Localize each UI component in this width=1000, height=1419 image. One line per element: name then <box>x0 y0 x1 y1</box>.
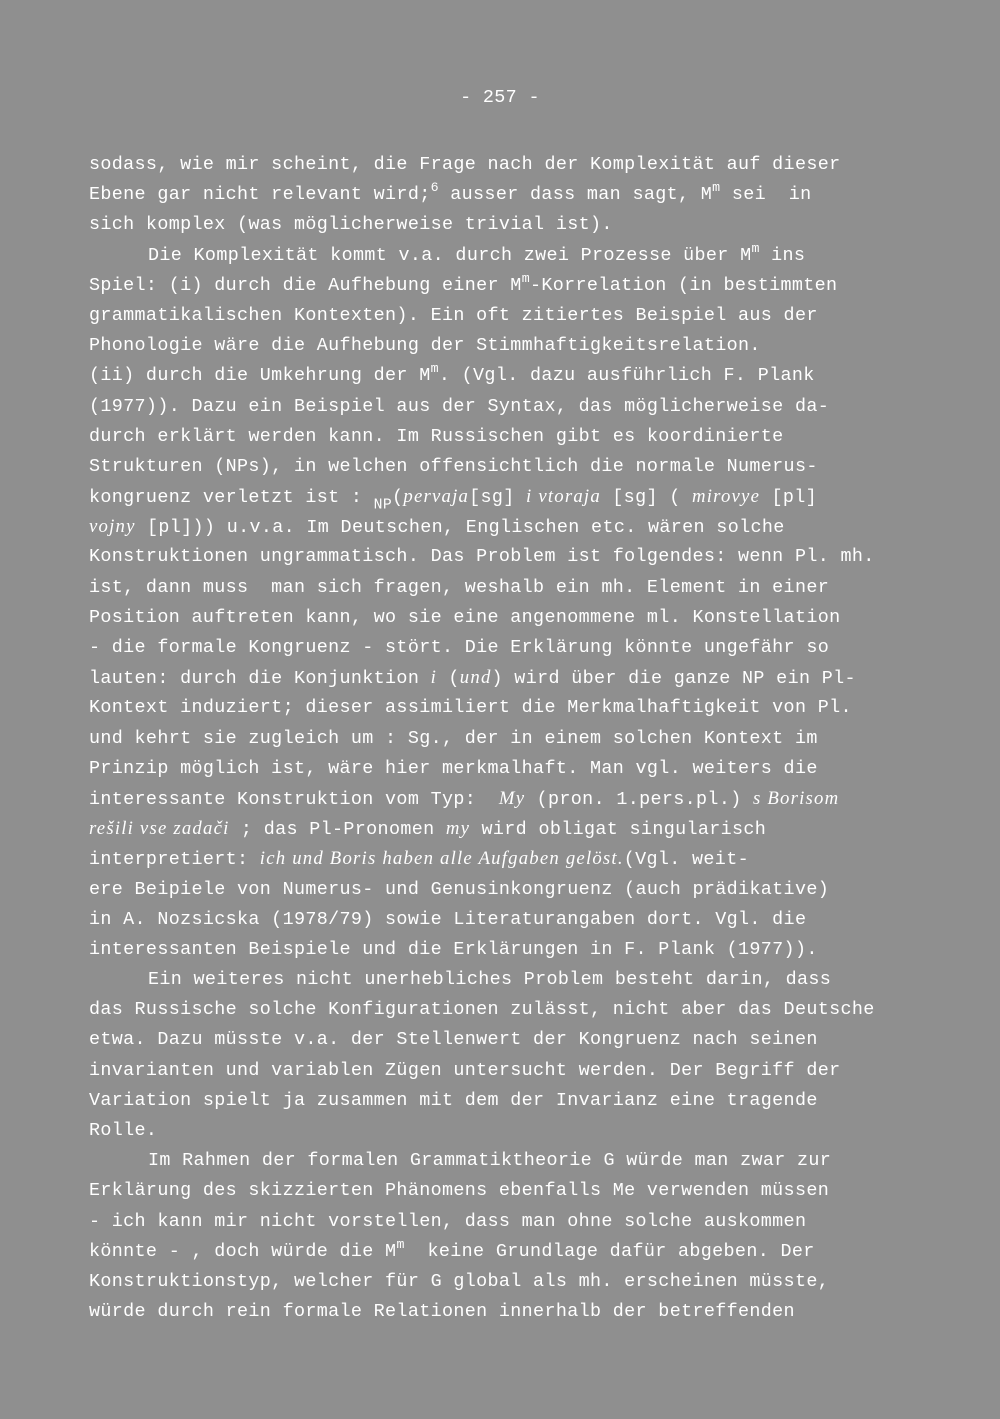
text-line: invarianten und variablen Zügen untersucht werden. Der Begriff der <box>89 1059 841 1081</box>
text-line: interessante Konstruktion vom Typ: My (pron. 1.pers.pl.) s Borisom <box>89 787 840 810</box>
text-line: Konstruktionen ungrammatisch. Das Problem ist folgendes: wenn Pl. mh. <box>89 546 875 568</box>
text-line: Rolle. <box>89 1120 158 1141</box>
text-line: ist, dann muss man sich fragen, weshalb ein mh. Element in einer <box>89 576 830 598</box>
text-line: würde durch rein formale Relationen innerhalb der betreffenden <box>89 1301 795 1323</box>
text-line: Im Rahmen der formalen Grammatiktheorie G würde man zwar zur <box>148 1150 832 1172</box>
text-line: in A. Nozsicska (1978/79) sowie Literaturangaben dort. Vgl. die <box>89 908 807 930</box>
text-line: - die formale Kongruenz - stört. Die Erklärung könnte ungefähr so <box>89 637 830 658</box>
text-line: Kontext induziert; dieser assimiliert die Merkmalhaftigkeit von Pl. <box>89 697 852 719</box>
text-line: grammatikalischen Kontexten). Ein oft zitiertes Beispiel aus der <box>89 304 818 326</box>
text-line: interpretiert: ich und Boris haben alle Aufgaben gelöst.(Vgl. weit- <box>89 848 749 871</box>
text-line: ere Beipiele von Numerus- und Genusinkongruenz (auch prädikative) <box>89 878 830 900</box>
text-line: Strukturen (NPs), in welchen offensichtlich die normale Numerus- <box>89 455 818 477</box>
text-line: und kehrt sie zugleich um : Sg., der in einem solchen Kontext im <box>89 727 818 749</box>
text-line: Spiel: (i) durch die Aufhebung einer $M^m$-Korrelation (in bestimmten <box>89 270 838 296</box>
text-line: sodass, wie mir scheint, die Frage nach der Komplexität auf dieser <box>89 154 841 175</box>
text-line: Ein weiteres nicht unerhebliches Problem besteht darin, dass <box>148 969 832 991</box>
text-line: sich komplex (was möglicherweise trivial ist). <box>89 214 613 236</box>
text-line: Erklärung des skizzierten Phänomens ebenfalls Me verwenden müssen <box>89 1180 830 1202</box>
text-line: Prinzip möglich ist, wäre hier merkmalhaft. Man vgl. weiters die <box>89 757 818 779</box>
text-line: Ebene gar nicht relevant wird;$^6$ ausser dass man sagt, $M^m$ sei in <box>89 179 812 206</box>
text-line: rešili vse zadači ; das Pl-Pronomen my wird obligat singularisch <box>89 818 767 841</box>
page-number: - 257 - <box>460 87 540 108</box>
text-line: interessanten Beispiele und die Erklärungen in F. Plank (1977)). <box>89 938 818 960</box>
text-line: kongruenz verletzt ist : $_{NP}$(pervaja[sg] i vtoraja [sg] ( mirovye [pl] <box>89 486 818 514</box>
text-line: (ii) durch die Umkehrung der $M^m$. (Vgl. dazu ausführlich F. Plank <box>89 361 815 387</box>
text-line: (1977)). Dazu ein Beispiel aus der Syntax, das möglicherweise da- <box>89 395 830 417</box>
text-line: lauten: durch die Konjunktion i (und) wird über die ganze NP ein Pl- <box>89 667 856 690</box>
text-line: Phonologie wäre die Aufhebung der Stimmhaftigkeitsrelation. <box>89 335 761 357</box>
text-line: das Russische solche Konfigurationen zulässt, nicht aber das Deutsche <box>89 999 875 1021</box>
text-line: Die Komplexität kommt v.a. durch zwei Prozesse über $M^m$ ins <box>148 240 806 266</box>
text-line: Position auftreten kann, wo sie eine angenommene ml. Konstellation <box>89 606 841 628</box>
text-line: - ich kann mir nicht vorstellen, dass man ohne solche auskommen <box>89 1210 807 1232</box>
text-line: vojny [pl])) u.v.a. Im Deutschen, Englischen etc. wären solche <box>89 516 785 539</box>
text-line: etwa. Dazu müsste v.a. der Stellenwert der Kongruenz nach seinen <box>89 1029 818 1051</box>
body-text <box>89 150 929 1327</box>
text-line: durch erklärt werden kann. Im Russischen gibt es koordinierte <box>89 425 784 447</box>
text-line: könnte - , doch würde die $M^m$ keine Grundlage dafür abgeben. Der <box>89 1236 815 1262</box>
footnote-marker: 6 <box>430 179 439 195</box>
text-line: Variation spielt ja zusammen mit dem der Invarianz eine tragende <box>89 1089 818 1111</box>
text-line: Konstruktionstyp, welcher für G global als mh. erscheinen müsste, <box>89 1270 830 1292</box>
